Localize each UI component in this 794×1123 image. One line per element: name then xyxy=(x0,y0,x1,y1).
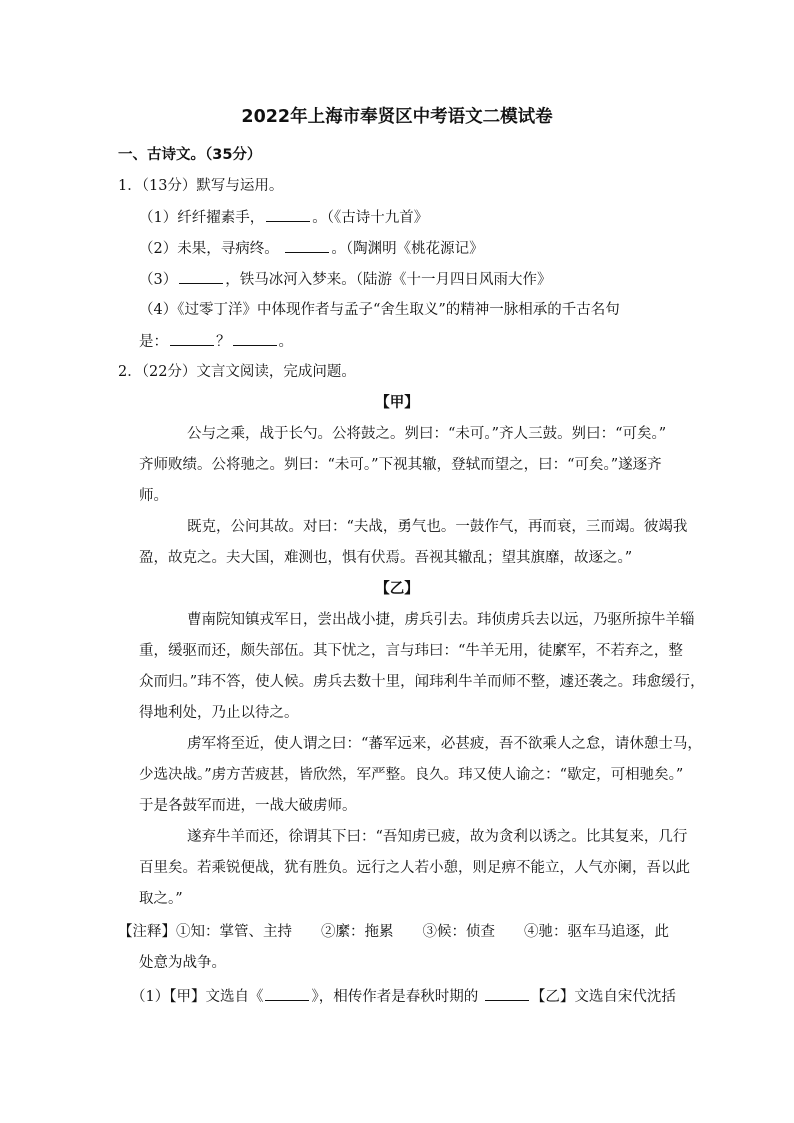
page-title: 2022年上海市奉贤区中考语文二模试卷 xyxy=(241,107,553,127)
yi-line: 取之。” xyxy=(139,891,183,907)
answer-blank[interactable] xyxy=(179,269,223,284)
q1-item-2 xyxy=(139,238,484,259)
answer-blank[interactable] xyxy=(170,331,214,346)
q1-item-1-prefix: （1）纤纤擢素手， xyxy=(139,210,265,226)
question-1-heading: 1．（13分）默写与运用。 xyxy=(118,178,284,194)
q2-sub1-part-b: 》，相传作者是春秋时期的 xyxy=(311,989,479,1005)
q1-item-4-mid: ？ xyxy=(216,334,231,350)
yi-line: 百里矣。若乘锐便战，犹有胜负。远行之人若小憩，则足痹不能立，人气亦阑，吾以此 xyxy=(139,860,690,876)
section-heading: 一、古诗文。（35分） xyxy=(118,147,262,163)
yi-line: 虏军将至近，使人谓之曰：“蕃军远来，必甚疲，吾不欲乘人之怠，请休憩士马， xyxy=(187,736,702,752)
annotation-line: 【注释】①知：掌管、主持 ②縻：拖累 ③候：侦查 ④驰：驱车马追逐，此 xyxy=(118,924,669,940)
answer-blank[interactable] xyxy=(266,207,310,222)
jia-line: 盈，故克之。夫大国，难测也，惧有伏焉。吾视其辙乱；望其旗靡，故逐之。” xyxy=(139,550,633,566)
yi-line: 曹南院知镇戎军日，尝出战小捷，虏兵引去。玮侦虏兵去以远，乃驱所掠牛羊辎 xyxy=(187,612,695,628)
yi-line: 重，缓驱而还，颇失部伍。其下忧之，言与玮曰：“牛羊无用，徒縻军，不若弃之，整 xyxy=(139,643,683,659)
yi-line: 得地利处，乃止以待之。 xyxy=(139,705,299,721)
q2-sub1-part-a: （1）【甲】文选自《 xyxy=(131,989,264,1005)
q1-item-4-label: 是： xyxy=(139,334,168,350)
passage-jia-label: 【甲】 xyxy=(375,395,419,411)
q2-sub1-part-c: 【乙】文选自宋代沈括 xyxy=(530,989,676,1005)
jia-line: 公与之乘，战于长勺。公将鼓之。刿曰：“未可。”齐人三鼓。刿曰：“可矣。” xyxy=(187,426,667,442)
q2-sub-question-1 xyxy=(131,986,676,1007)
q1-item-4-answer xyxy=(139,331,293,352)
q1-item-2-suffix: 。（陶渊明《桃花源记》 xyxy=(331,241,484,257)
jia-line: 既克，公问其故。对曰：“夫战，勇气也。一鼓作气，再而衰，三而竭。彼竭我 xyxy=(187,519,688,535)
answer-blank[interactable] xyxy=(285,238,329,253)
yi-line: 少选决战。”虏方苦疲甚，皆欣然，军严整。良久。玮又使人谕之：“歇定，可相驰矣。” xyxy=(139,767,684,783)
q1-item-1-suffix: 。（《古诗十九首》 xyxy=(312,210,429,226)
q1-item-4-end: 。 xyxy=(278,334,293,350)
q1-item-2-prefix: （2）未果，寻病终。 xyxy=(139,241,279,257)
answer-blank[interactable] xyxy=(233,331,277,346)
yi-line: 遂弃牛羊而还，徐谓其下曰：“吾知虏已疲，故为贪利以诱之。比其复来，几行 xyxy=(187,829,688,845)
q1-item-3-suffix: ，铁马冰河入梦来。（陆游《十一月四日风雨大作》 xyxy=(225,272,552,288)
question-2-heading: 2．（22分）文言文阅读，完成问题。 xyxy=(118,364,356,380)
passage-yi-label: 【乙】 xyxy=(375,581,419,597)
q1-item-4: （4）《过零丁洋》中体现作者与孟子“舍生取义”的精神一脉相承的千古名句 xyxy=(139,302,620,318)
q1-item-1 xyxy=(139,207,428,228)
q1-item-3 xyxy=(139,269,551,290)
answer-blank[interactable] xyxy=(485,986,529,1001)
q1-item-3-prefix: （3） xyxy=(139,272,178,288)
yi-line: 众而归。”玮不答，使人候。虏兵去数十里，闻玮利牛羊而师不整，遽还袭之。玮愈缓行， xyxy=(139,674,705,690)
annotation-line: 处意为战争。 xyxy=(139,955,226,971)
jia-line: 齐师败绩。公将驰之。刿曰：“未可。”下视其辙，登轼而望之，曰：“可矣。”遂逐齐 xyxy=(139,457,662,473)
jia-line: 师。 xyxy=(139,488,168,504)
yi-line: 于是各鼓军而进，一战大破虏师。 xyxy=(139,798,357,814)
answer-blank[interactable] xyxy=(265,986,309,1001)
